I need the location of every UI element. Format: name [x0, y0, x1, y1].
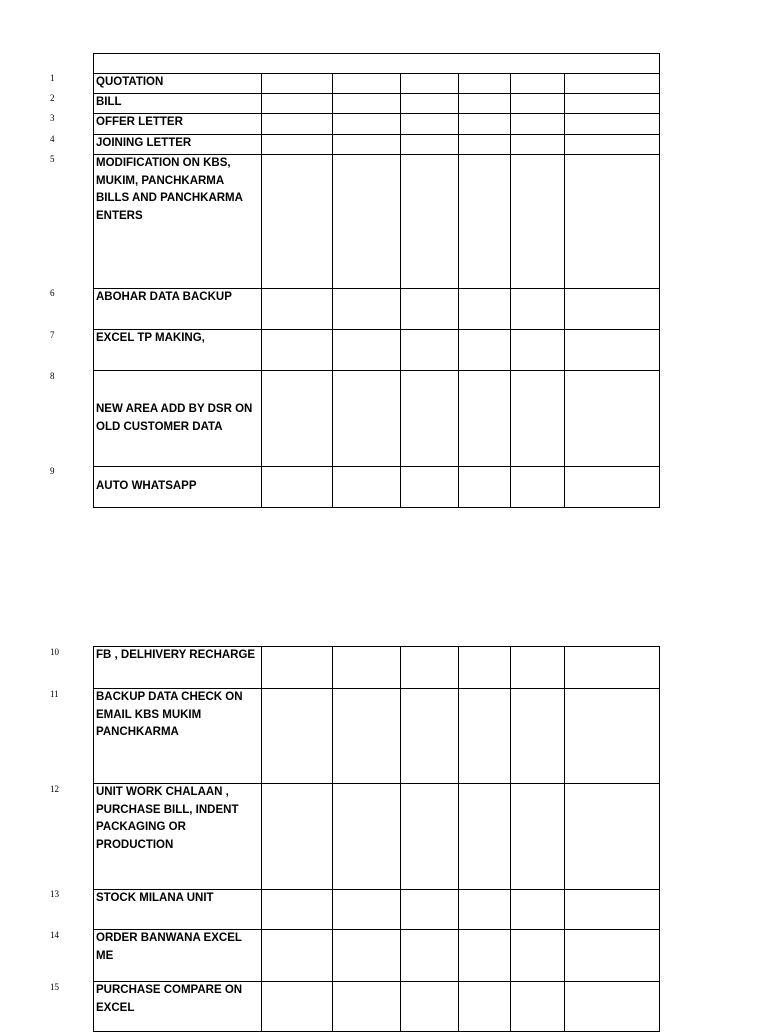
task-label: JOINING LETTER [94, 135, 262, 155]
table-row [94, 689, 660, 784]
table-header-row [94, 54, 660, 74]
table-row [94, 289, 660, 330]
row-number: 15 [50, 982, 59, 992]
task-label: BACKUP DATA CHECK ON EMAIL KBS MUKIM PANCHKARMA [94, 689, 262, 784]
row-number: 10 [50, 647, 59, 657]
table-row [94, 982, 660, 1032]
table-row [94, 647, 660, 689]
row-number: 8 [50, 371, 55, 381]
task-label: FB , DELHIVERY RECHARGE [94, 647, 262, 689]
row-number: 4 [50, 134, 55, 144]
table-row [94, 94, 660, 114]
row-number: 2 [50, 93, 55, 103]
task-label: AUTO WHATSAPP [94, 467, 262, 508]
table-row [94, 114, 660, 135]
table-row [94, 135, 660, 155]
row-number: 6 [50, 288, 55, 298]
table-row [94, 74, 660, 94]
table-row [94, 371, 660, 467]
table-row [94, 330, 660, 371]
task-label: ORDER BANWANA EXCEL ME [94, 930, 262, 982]
table-row [94, 155, 660, 289]
task-label: OFFER LETTER [94, 114, 262, 135]
row-number: 7 [50, 330, 55, 340]
task-table-1 [93, 53, 659, 508]
row-number: 3 [50, 113, 55, 123]
task-label: ABOHAR DATA BACKUP [94, 289, 262, 330]
task-label: BILL [94, 94, 262, 114]
row-number: 13 [50, 889, 59, 899]
table-row [94, 930, 660, 982]
row-number: 14 [50, 930, 59, 940]
task-label: MODIFICATION ON KBS, MUKIM, PANCHKARMA BILLS AND PANCHKARMA ENTERS [94, 155, 262, 289]
header-cell [94, 54, 660, 74]
task-table-2 [93, 646, 659, 1032]
table-row [94, 784, 660, 890]
row-number: 5 [50, 154, 55, 164]
row-number: 11 [50, 689, 59, 699]
task-label: STOCK MILANA UNIT [94, 890, 262, 930]
table-row [94, 890, 660, 930]
row-number: 1 [50, 73, 55, 83]
task-label: EXCEL TP MAKING, [94, 330, 262, 371]
row-number: 9 [50, 466, 55, 476]
task-label: PURCHASE COMPARE ON EXCEL [94, 982, 262, 1032]
task-label: QUOTATION [94, 74, 262, 94]
table-row [94, 467, 660, 508]
task-label: UNIT WORK CHALAAN , PURCHASE BILL, INDENT PACKAGING OR PRODUCTION [94, 784, 262, 890]
row-number: 12 [50, 784, 59, 794]
task-label: NEW AREA ADD BY DSR ON OLD CUSTOMER DATA [94, 371, 262, 467]
